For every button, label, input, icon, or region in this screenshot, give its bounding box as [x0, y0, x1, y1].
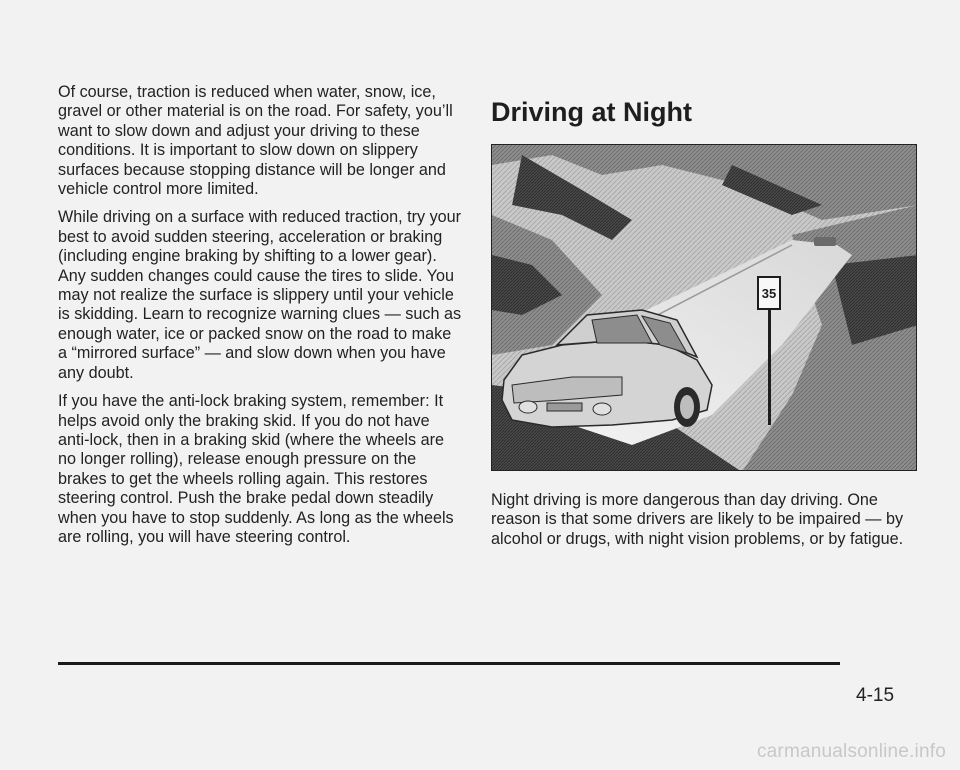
night-driving-illustration [491, 144, 917, 471]
page-number: 4-15 [856, 685, 895, 706]
footer-rule [58, 662, 840, 665]
right-column [491, 96, 921, 548]
paragraph-reduced-traction: While driving on a surface with reduced traction, try your best to avoid sudden steering, acceleration or braking (including engine braking by shifting to a lower gear). Any sudden changes could cause the tires to slide. You may not realize the surface is slippery until your vehicle is skidding. Learn to recognize warning clues — such as enough water, ice or packed snow on the road to make a “mirrored surface” — and slow down when you have any doubt. [58, 208, 462, 382]
section-heading: Driving at Night [491, 97, 692, 127]
speed-limit-text: 35 [761, 286, 777, 301]
paragraph-traction: Of course, traction is reduced when water, snow, ice, gravel or other material is on the road. For safety, you’ll want to slow down and adjust your driving to these conditions. It is important to slow down on slippery surfaces because stopping distance will be longer and vehicle control more limited. [58, 83, 453, 199]
watermark: carmanualsonline.info [756, 741, 946, 762]
left-column [58, 83, 463, 556]
sign-post [768, 305, 771, 425]
illustration-caption [491, 491, 911, 549]
illustration-svg [492, 145, 917, 471]
caption-text: Night driving is more dangerous than day driving. One reason is that some drivers are likely to be impaired — by alcohol or drugs, with night vision problems, or by fatigue. [491, 491, 904, 548]
distant-car [814, 237, 836, 246]
paragraph-anti-lock: If you have the anti-lock braking system, remember: It helps avoid only the braking skid. If you do not have anti-lock, then in a braking skid (where the wheels are no longer rolling), release enough pressure on the brakes to get the wheels rolling again. This restores steering control. Push the brake pedal down steadily when you have to stop suddenly. As long as the wheels are rolling, you will have steering control. [58, 392, 454, 546]
